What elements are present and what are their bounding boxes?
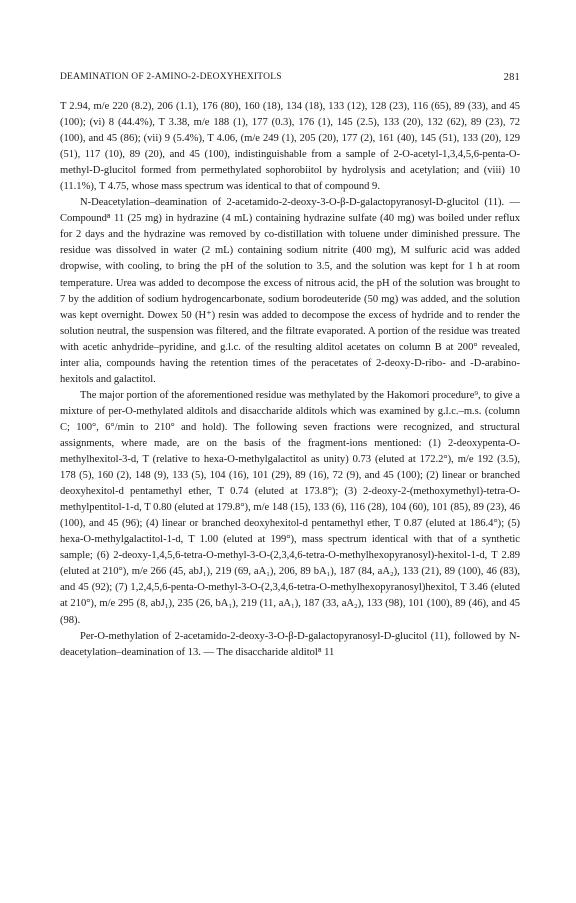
- page-number: 281: [503, 72, 520, 83]
- paragraph-per-o-methylation: Per-O-methylation of 2-acetamido-2-deoxy-3-O-β-D-galactopyranosyl-D-glucitol (11), followed by N-deacetylation–deamination of 13. — The disaccharide alditol⁸ 11: [60, 630, 520, 658]
- running-head: [60, 72, 520, 86]
- body-text: [60, 99, 520, 661]
- paragraph-methylation-results: The major portion of the aforementioned residue was methylated by the Hakomori procedure⁹, to give a mixture of per-O-methylated alditols and disaccharide alditols which was examined by g.l.c.–m.s. (column C; 100°, 6°/min to 210° and hold). The following seven fractions were recognized, and structural assignments, where made, are on the basis of the fragment-ions mentioned: (1) 2-deoxypenta-O-methylhexitol-3-d, T (relative to hexa-O-methylgalactitol as unity) 0.73 (eluted at 172.2°), m/e 192 (3.5), 178 (5), 160 (2), 148 (9), 133 (5), 104 (16), 101 (29), 89 (16), 72 (9), and 45 (100); (2) linear or branched deoxyhexitol-d pentamethyl ether, T 0.74 (eluted at 173.8°); (3) 2-deoxy-2-(methoxymethyl)-tetra-O-methylpentitol-1-d, T 0.80 (eluted at 179.8°), m/e 148 (15), 133 (6), 116 (28), 104 (60), 101 (85), 89 (23), 46 (100), and 45 (96); (4) linear or branched deoxyhexitol-d pentamethyl ether, T 0.87 (eluted at 186.4°); (5) hexa-O-methylgalactitol-1-d, T 1.00 (eluted at 199°), mass spectrum identical with that of a synthetic sample; (6) 2-deoxy-1,4,5,6-tetra-O-methyl-3-O-(2,3,4,6-tetra-O-methylhexopyranosyl)-hexitol-1-d, T 2.89 (eluted at 210°), m/e 266 (45, abJ₁), 219 (69, aA₁), 206, 89 bA₁), 187 (84, aA₂), 133 (21), 89 (100), 46 (83), and 45 (92); (7) 1,2,4,5,6-penta-O-methyl-3-O-(2,3,4,6-tetra-O-methylhexopyranosyl)hexitol, T 3.46 (eluted at 210°), m/e 295 (8, abJ₁), 235 (26, bA₁), 219 (11, aA₁), 187 (33, aA₂), 133 (98), 101 (100), 89 (46), and 45 (98).: [60, 389, 520, 626]
- paragraph-continued: T 2.94, m/e 220 (8.2), 206 (1.1), 176 (80), 160 (18), 134 (18), 133 (12), 128 (23), 116 (65), 89 (33), and 45 (100); (vi) 8 (44.4%), T 3.38, m/e 188 (1), 177 (0.3), 176 (1), 145 (2.5), 133 (20), 132 (62), 89 (23), 72 (100), and 45 (86); (vii) 9 (5.4%), T 4.06, (m/e 249 (1), 205 (20), 177 (2), 161 (40), 145 (51), 133 (20), 129 (51), 117 (10), 89 (20), and 45 (100), indistinguishable from a sample of 2-O-acetyl-1,3,4,5,6-penta-O-methyl-D-glucitol formed from permethylated sophorobiitol by hydrolysis and acetylation; and (viii) 10 (11.1%), T 4.75, whose mass spectrum was identical to that of compound 9.: [60, 101, 520, 193]
- paragraph-deamination-procedure: N-Deacetylation–deamination of 2-acetamido-2-deoxy-3-O-β-D-galactopyranosyl-D-glucitol (11). — Compound⁸ 11 (25 mg) in hydrazine (4 mL) containing hydrazine sulfate (40 mg) was boiled under reflux for 2 days and the hydrazine was removed by co-distillation with toluene under diminished pressure. The residue was dissolved in water (2 mL) containing sodium nitrite (400 mg), M sulfuric acid was added dropwise, with cooling, to bring the pH of the solution to 3.5, and the solution was kept for 1 h at room temperature. Urea was added to decompose the excess of nitrous acid, the pH of the solution was brought to 7 by the addition of sodium hydrogencarbonate, sodium borodeuteride (50 mg) was added, and the solution was kept overnight. Dowex 50 (H⁺) resin was added to decompose the excess of hydride and to render the solution neutral, the suspension was filtered, and the filtrate evaporated. A portion of the residue was treated with acetic anhydride–pyridine, and g.l.c. of the resulting alditol acetates on column B at 200° revealed, inter alia, compounds having the retention times of the peracetates of 2-deoxy-D-ribo- and -D-arabino-hexitols and galactitol.: [60, 197, 520, 385]
- running-head-title: DEAMINATION OF 2-AMINO-2-DEOXYHEXITOLS: [60, 72, 282, 82]
